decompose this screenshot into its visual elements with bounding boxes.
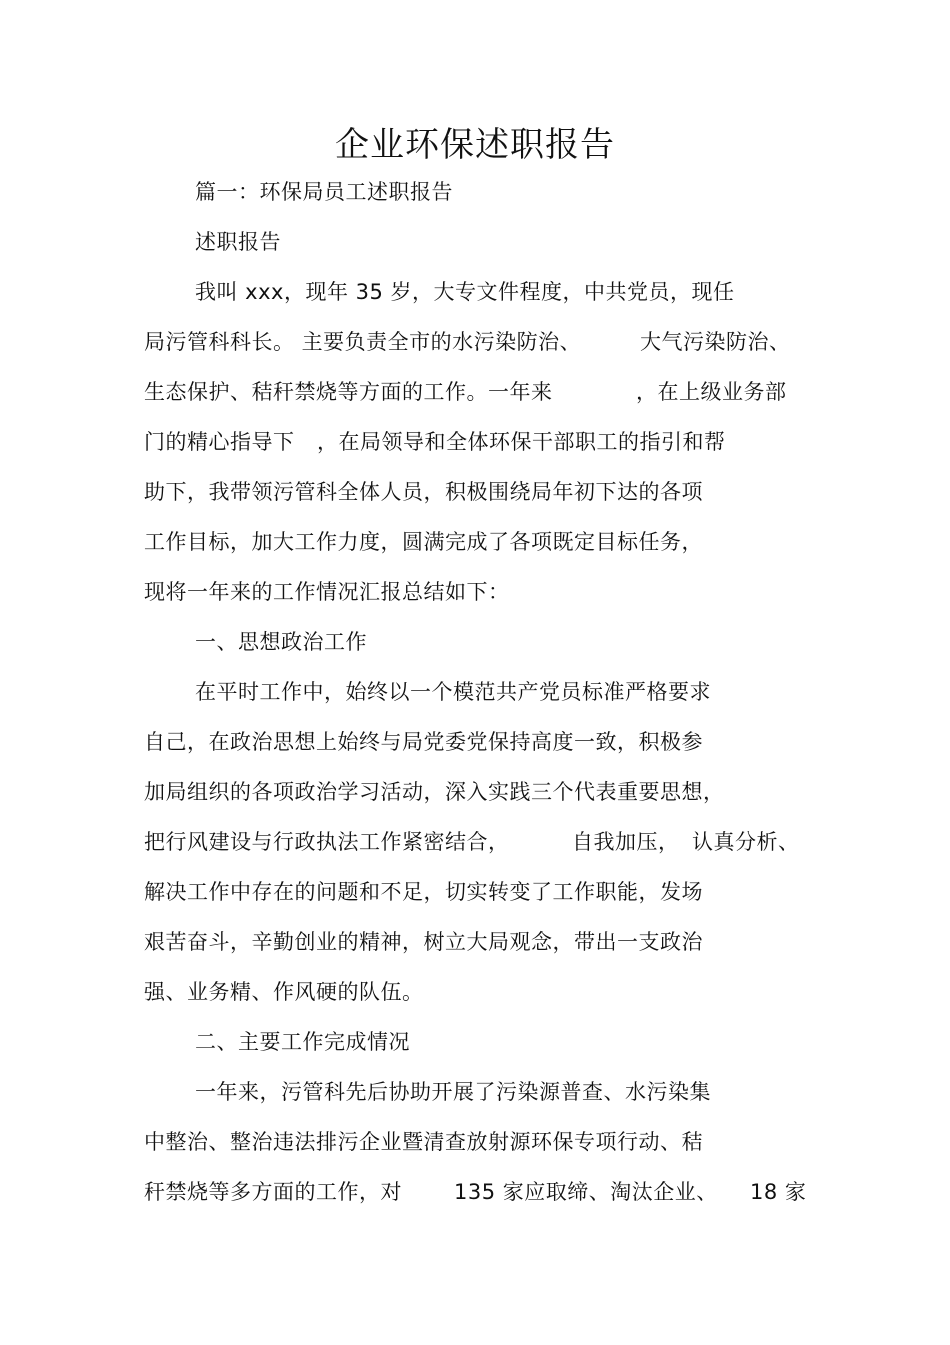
section-heading-2: 二、主要工作完成情况: [195, 1030, 410, 1054]
body-line: 艰苦奋斗，辛勤创业的精神，树立大局观念，带出一支政治: [144, 930, 703, 954]
body-line-fragment: 自我加压，: [572, 830, 680, 854]
body-line: 中整治、整治违法排污企业暨清查放射源环保专项行动、秸: [144, 1130, 703, 1154]
body-line-fragment: ，在上级业务部: [636, 380, 787, 404]
body-line: 在平时工作中，始终以一个模范共产党员标准严格要求: [195, 680, 711, 704]
body-line: 秆禁烧等多方面的工作，对: [144, 1180, 402, 1204]
body-line: 工作目标，加大工作力度，圆满完成了各项既定目标任务，: [144, 530, 703, 554]
body-line: 局污管科科长。 主要负责全市的水污染防治、: [144, 330, 582, 354]
body-line-fragment: 18 家: [750, 1180, 807, 1204]
article-heading: 篇一：环保局员工述职报告: [195, 180, 453, 204]
body-line: 自己，在政治思想上始终与局党委党保持高度一致，积极参: [144, 730, 703, 754]
document-title: 企业环保述职报告: [335, 125, 615, 165]
body-line: 生态保护、秸秆禁烧等方面的工作。一年来: [144, 380, 553, 404]
body-line-fragment: 认真分析、: [692, 830, 800, 854]
body-line: 助下，我带领污管科全体人员，积极围绕局年初下达的各项: [144, 480, 703, 504]
body-line-fragment: 135 家应取缔、淘汰企业、: [454, 1180, 718, 1204]
body-line: 一年来，污管科先后协助开展了污染源普查、水污染集: [195, 1080, 711, 1104]
body-line-fragment: 大气污染防治、: [640, 330, 791, 354]
body-line: 加局组织的各项政治学习活动，深入实践三个代表重要思想，: [144, 780, 725, 804]
body-line: 现将一年来的工作情况汇报总结如下：: [144, 580, 510, 604]
body-line-fragment: ，在局领导和全体环保干部职工的指引和帮: [317, 430, 726, 454]
body-line: 强、业务精、作风硬的队伍。: [144, 980, 424, 1004]
section-heading-1: 一、思想政治工作: [195, 630, 367, 654]
report-subheading: 述职报告: [195, 230, 281, 254]
body-line: 把行风建设与行政执法工作紧密结合，: [144, 830, 510, 854]
body-line: 我叫 xxx，现年 35 岁，大专文件程度，中共党员，现任: [195, 280, 735, 304]
body-line: 门的精心指导下: [144, 430, 295, 454]
body-line: 解决工作中存在的问题和不足，切实转变了工作职能，发场: [144, 880, 703, 904]
